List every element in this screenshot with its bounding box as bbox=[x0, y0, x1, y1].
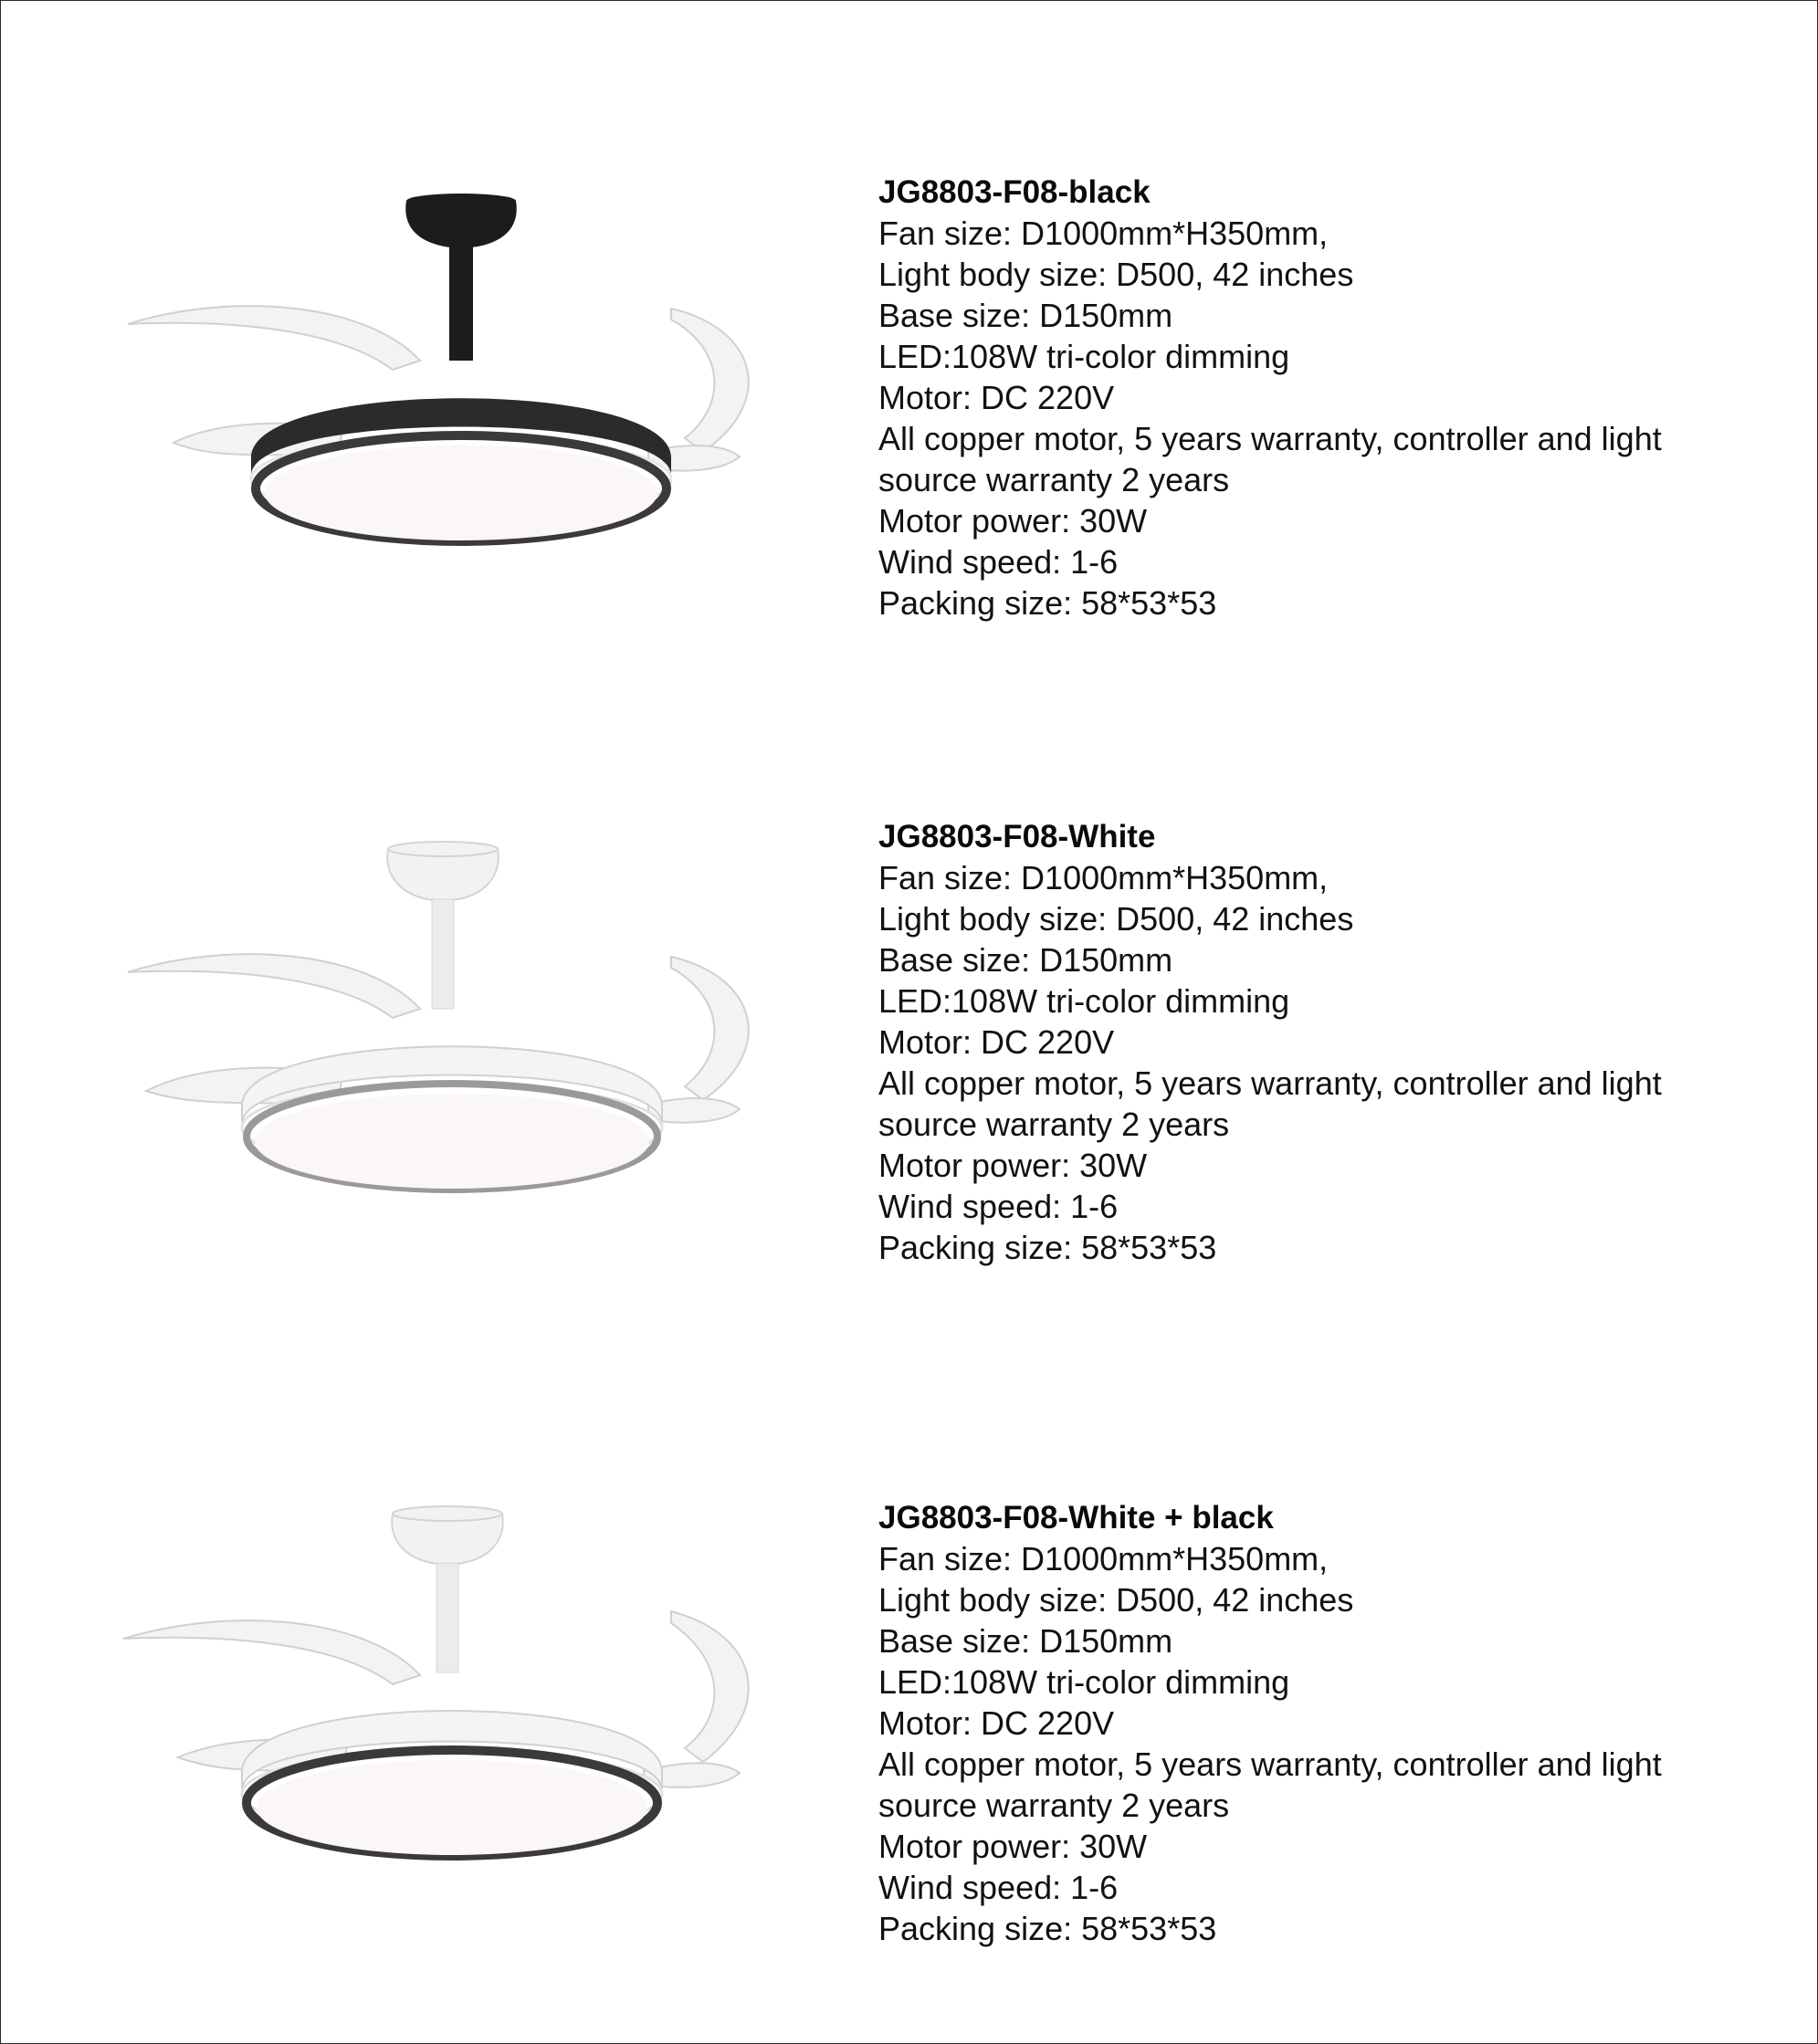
spec-warranty: All copper motor, 5 years warranty, controller and light bbox=[878, 420, 1662, 457]
product-title: JG8803-F08-black bbox=[878, 174, 1151, 210]
light-diffuser bbox=[255, 1094, 649, 1189]
spec-packing-size: Packing size: 58*53*53 bbox=[878, 584, 1217, 622]
spec-base-size: Base size: D150mm bbox=[878, 941, 1173, 979]
spec-wind-speed: Wind speed: 1-6 bbox=[878, 1869, 1119, 1906]
canopy-top bbox=[393, 1506, 502, 1521]
spec-warranty-cont: source warranty 2 years bbox=[878, 1787, 1230, 1824]
spec-fan-size: Fan size: D1000mm*H350mm, bbox=[878, 859, 1329, 896]
spec-warranty-cont: source warranty 2 years bbox=[878, 1106, 1230, 1143]
spec-led: LED:108W tri-color dimming bbox=[878, 982, 1290, 1020]
spec-block bbox=[878, 816, 1737, 1268]
product-title: JG8803-F08-White bbox=[878, 819, 1156, 854]
spec-wind-speed: Wind speed: 1-6 bbox=[878, 543, 1119, 581]
spec-motor: Motor: DC 220V bbox=[878, 1704, 1115, 1742]
product-title: JG8803-F08-White + black bbox=[878, 1500, 1274, 1536]
spec-block bbox=[878, 172, 1737, 624]
spec-warranty-cont: source warranty 2 years bbox=[878, 461, 1230, 498]
light-diffuser bbox=[265, 445, 657, 540]
spec-packing-size: Packing size: 58*53*53 bbox=[878, 1910, 1217, 1947]
fan-blade bbox=[671, 957, 749, 1100]
canopy-top bbox=[406, 194, 516, 208]
light-diffuser bbox=[257, 1760, 647, 1855]
spec-motor-power: Motor power: 30W bbox=[878, 502, 1148, 540]
spec-light-body-size: Light body size: D500, 42 inches bbox=[878, 900, 1354, 938]
spec-light-body-size: Light body size: D500, 42 inches bbox=[878, 256, 1354, 293]
ceiling-fan-image-black bbox=[119, 183, 785, 548]
spec-motor-power: Motor power: 30W bbox=[878, 1828, 1148, 1865]
spec-base-size: Base size: D150mm bbox=[878, 1622, 1173, 1660]
spec-warranty: All copper motor, 5 years warranty, controller and light bbox=[878, 1745, 1662, 1783]
spec-led: LED:108W tri-color dimming bbox=[878, 338, 1290, 375]
spec-led: LED:108W tri-color dimming bbox=[878, 1663, 1290, 1701]
spec-light-body-size: Light body size: D500, 42 inches bbox=[878, 1581, 1354, 1619]
ceiling-fan-image-white-black bbox=[119, 1497, 785, 1862]
fan-blade bbox=[128, 954, 420, 1018]
spec-block bbox=[878, 1497, 1737, 1949]
spec-base-size: Base size: D150mm bbox=[878, 297, 1173, 334]
fan-illustration bbox=[119, 1497, 785, 1862]
fan-illustration bbox=[119, 183, 785, 548]
spec-warranty: All copper motor, 5 years warranty, controller and light bbox=[878, 1064, 1662, 1102]
down-rod bbox=[436, 1563, 458, 1672]
spec-motor: Motor: DC 220V bbox=[878, 1023, 1115, 1061]
fan-blade bbox=[671, 1611, 749, 1762]
fan-blade bbox=[123, 1620, 420, 1684]
fan-illustration bbox=[119, 831, 785, 1196]
spec-motor: Motor: DC 220V bbox=[878, 379, 1115, 416]
spec-motor-power: Motor power: 30W bbox=[878, 1147, 1148, 1184]
fan-blade bbox=[671, 309, 749, 452]
fan-blade bbox=[128, 306, 420, 370]
spec-fan-size: Fan size: D1000mm*H350mm, bbox=[878, 1540, 1329, 1578]
spec-packing-size: Packing size: 58*53*53 bbox=[878, 1229, 1217, 1266]
spec-fan-size: Fan size: D1000mm*H350mm, bbox=[878, 215, 1329, 252]
spec-wind-speed: Wind speed: 1-6 bbox=[878, 1188, 1119, 1225]
down-rod bbox=[432, 899, 454, 1009]
canopy-top bbox=[388, 842, 498, 856]
down-rod bbox=[449, 246, 473, 361]
ceiling-fan-image-white bbox=[119, 831, 785, 1196]
